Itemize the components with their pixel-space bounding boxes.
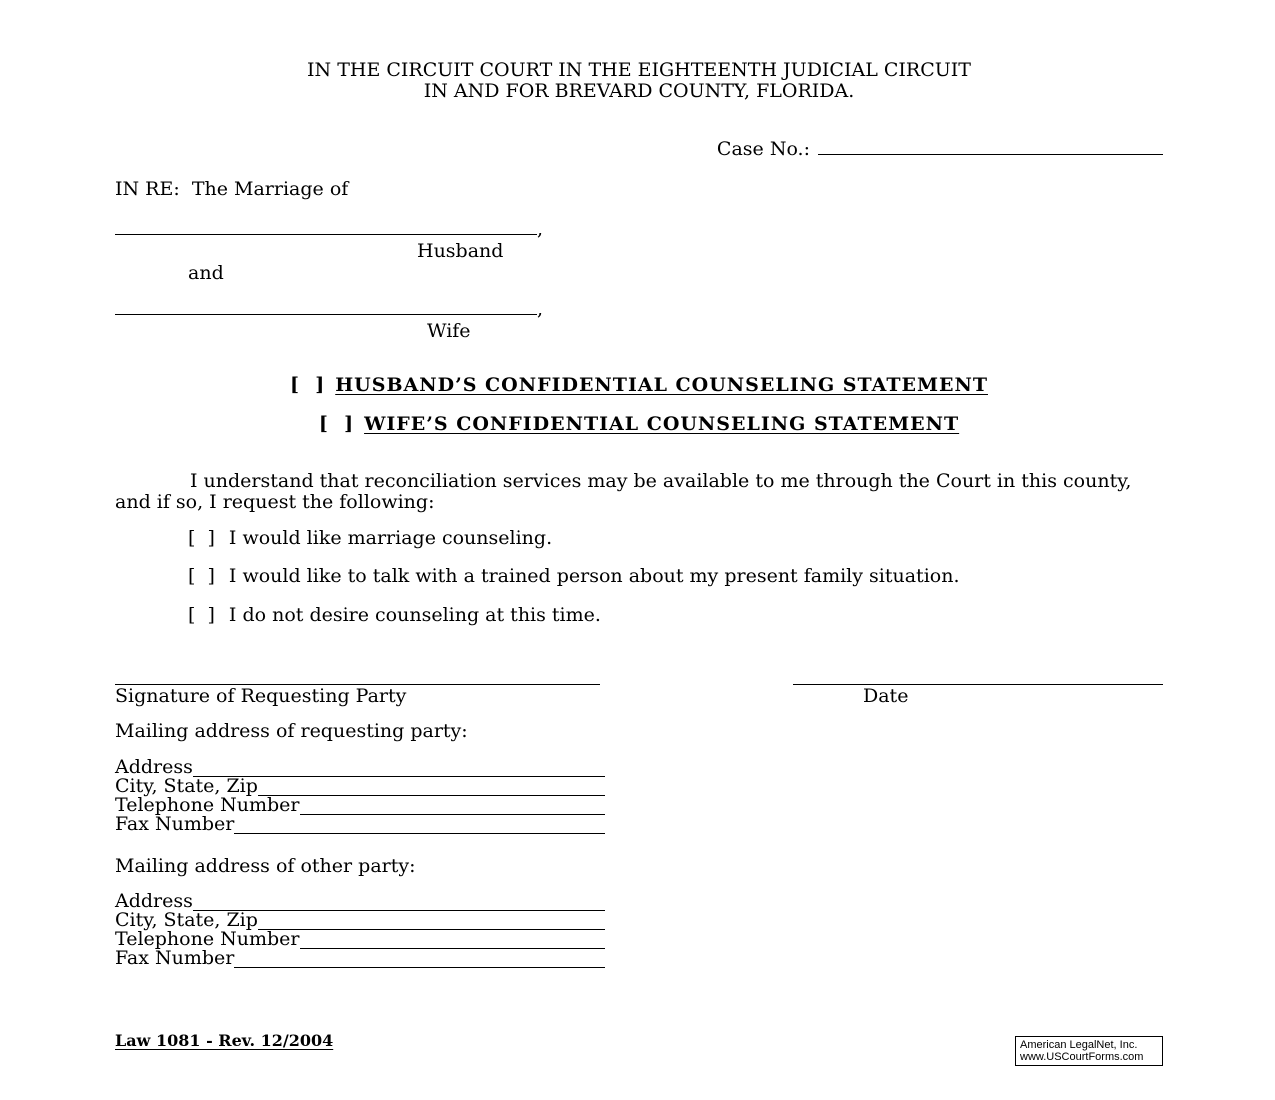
wife-label: Wife: [427, 320, 471, 342]
legalnet-line1: American LegalNet, Inc.: [1020, 1039, 1138, 1051]
wife-statement-checkbox[interactable]: [ ]: [318, 413, 355, 435]
city-state-zip-blank-field[interactable]: [258, 911, 605, 930]
wife-name-comma: ,: [537, 298, 544, 320]
signature-column: [115, 684, 600, 707]
telephone-label: Telephone Number: [115, 794, 300, 816]
legalnet-line2: www.USCourtForms.com: [1020, 1051, 1144, 1063]
address-block-other-party: [115, 892, 605, 968]
option-2-checkbox[interactable]: [ ]: [188, 565, 215, 587]
wife-name-row: [115, 296, 1163, 320]
city-state-zip-blank-field[interactable]: [258, 777, 605, 796]
address-block-requesting-party: [115, 758, 605, 834]
husband-statement-title-row: [115, 374, 1163, 396]
court-header-line1: IN THE CIRCUIT COURT IN THE EIGHTEENTH JUDICIAL CIRCUIT: [307, 59, 971, 81]
telephone-blank-field[interactable]: [300, 930, 606, 949]
city-state-zip-label: City, State, Zip: [115, 909, 258, 931]
option-3-label: I do not desire counseling at this time.: [228, 604, 601, 626]
address-row: [115, 815, 605, 834]
court-header: [115, 60, 1163, 102]
signature-label: Signature of Requesting Party: [115, 685, 407, 707]
date-column: [793, 684, 1163, 707]
fax-blank-field[interactable]: [234, 815, 605, 834]
legalnet-stamp: [1015, 1036, 1163, 1066]
city-state-zip-label: City, State, Zip: [115, 775, 258, 797]
address-label: Address: [115, 756, 193, 778]
in-re-line: IN RE: The Marriage of: [115, 178, 349, 200]
form-id: Law 1081 - Rev. 12/2004: [115, 1031, 334, 1050]
option-2-label: I would like to talk with a trained person about my present family situation.: [228, 565, 960, 587]
husband-name-comma: ,: [537, 218, 544, 240]
fax-label: Fax Number: [115, 813, 235, 835]
case-number-blank-field[interactable]: [818, 136, 1163, 155]
option-1-checkbox[interactable]: [ ]: [188, 527, 215, 549]
case-number-label: Case No.:: [716, 138, 810, 160]
wife-name-blank-field[interactable]: [115, 296, 537, 315]
date-label: Date: [863, 685, 909, 707]
option-3-checkbox[interactable]: [ ]: [188, 604, 215, 626]
option-1-label: I would like marriage counseling.: [228, 527, 553, 549]
wife-statement-title: WIFE’S CONFIDENTIAL COUNSELING STATEMENT: [364, 413, 960, 435]
and-label: and: [188, 262, 224, 284]
option-marriage-counseling: [188, 527, 1163, 549]
husband-label: Husband: [417, 240, 504, 262]
husband-statement-checkbox[interactable]: [ ]: [290, 374, 326, 396]
case-number-row: [115, 136, 1163, 160]
mailing-heading-other-party: Mailing address of other party:: [115, 855, 416, 877]
husband-statement-title: HUSBAND’S CONFIDENTIAL COUNSELING STATEMENT: [335, 374, 988, 396]
option-no-counseling: [188, 604, 1163, 626]
telephone-label: Telephone Number: [115, 928, 300, 950]
option-talk-trained-person: [188, 565, 1163, 587]
fax-label: Fax Number: [115, 947, 235, 969]
court-header-line2: IN AND FOR BREVARD COUNTY, FLORIDA.: [423, 80, 855, 102]
signature-section: [115, 684, 1163, 707]
telephone-blank-field[interactable]: [300, 796, 606, 815]
husband-name-blank-field[interactable]: [115, 216, 537, 235]
intro-paragraph: I understand that reconciliation services may be available to me through the Court in this county, and if so, I request the following:: [115, 470, 1132, 513]
fax-blank-field[interactable]: [234, 949, 605, 968]
wife-statement-title-row: [115, 413, 1163, 435]
husband-name-row: [115, 216, 1163, 240]
mailing-heading-requesting-party: Mailing address of requesting party:: [115, 720, 468, 742]
address-row: [115, 949, 605, 968]
address-label: Address: [115, 890, 193, 912]
